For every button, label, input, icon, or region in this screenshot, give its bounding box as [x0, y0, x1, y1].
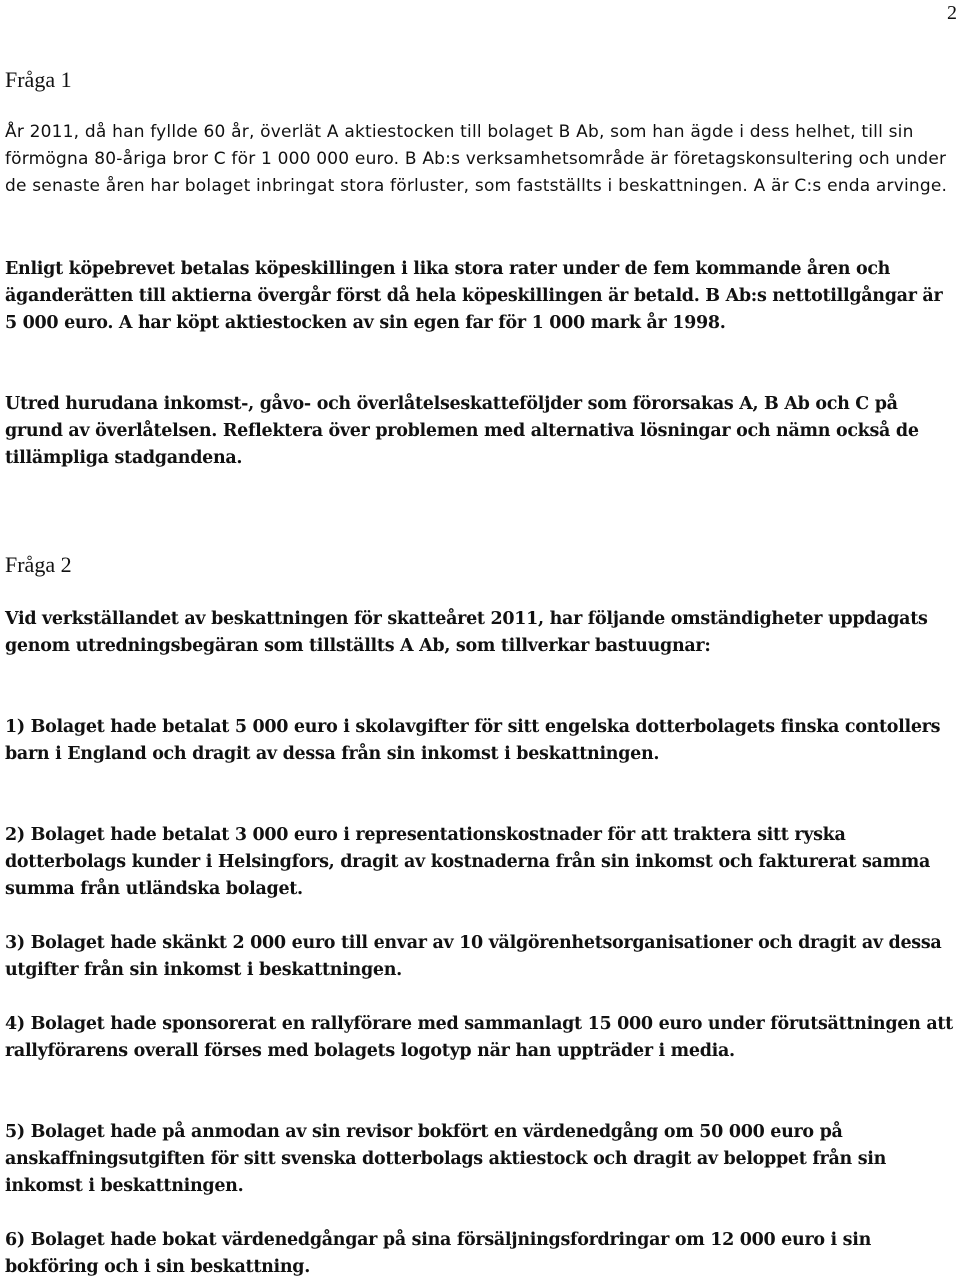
question-1-paragraph-2: Enligt köpebrevet betalas köpeskillingen i lika stora rater under de fem kommande åren och äganderätten till aktierna övergår först då hela köpeskillingen är betald. B Ab:s nettotillgångar är 5 000 euro. A har köpt aktiestocken av sin egen far för 1 000 mark år 1998. — [5, 259, 943, 334]
question-2-item-6: 6) Bolaget hade bokat värdenedgångar på sina försäljningsfordringar om 12 000 euro i sin bokföring och i sin beskattning. — [5, 1230, 871, 1278]
question-2-item-5: 5) Bolaget hade på anmodan av sin revisor bokfört en värdenedgång om 50 000 euro på anskaffningsutgiften för sitt svenska dotterbolags aktiestock och dragit av beloppet från sin inkomst i beskattningen. — [5, 1122, 887, 1197]
question-1-heading: Fråga 1 — [5, 67, 72, 92]
question-2-item-1: 1) Bolaget hade betalat 5 000 euro i skolavgifter för sitt engelska dotterbolagets finska contollers barn i England och dragit av dessa från sin inkomst i beskattningen. — [5, 717, 941, 765]
question-2-item-4: 4) Bolaget hade sponsorerat en rallyförare med sammanlagt 15 000 euro under förutsättningen att rallyförarens overall förses med bolagets logotyp när han uppträder i media. — [5, 1014, 953, 1062]
page-number: 2 — [947, 2, 957, 24]
question-2-intro: Vid verkställandet av beskattningen för skatteåret 2011, har följande omständigheter uppdagats genom utredningsbegäran som tillställts A Ab, som tillverkar bastuugnar: — [5, 609, 928, 657]
question-1-paragraph-3: Utred hurudana inkomst-, gåvo- och överlåtelseskatteföljder som förorsakas A, B Ab och C på grund av överlåtelsen. Reflektera över problemen med alternativa lösningar och nämn också de tillämpliga stadgandena. — [5, 394, 919, 469]
question-2-item-2: 2) Bolaget hade betalat 3 000 euro i representationskostnader för att traktera sitt ryska dotterbolags kunder i Helsingfors, dragit av kostnaderna från sin inkomst och fakturerat samma summa från utländska bolaget. — [5, 825, 931, 900]
question-2-item-3: 3) Bolaget hade skänkt 2 000 euro till envar av 10 välgörenhetsorganisationer och dragit av dessa utgifter från sin inkomst i beskattningen. — [5, 933, 942, 981]
question-2-heading: Fråga 2 — [5, 552, 72, 577]
question-1-paragraph-1: År 2011, då han fyllde 60 år, överlät A aktiestocken till bolaget B Ab, som han ägde i dess helhet, till sin förmögna 80-åriga bror C för 1 000 000 euro. B Ab:s verksamhetsområde är företagskonsultering och under de senaste åren har bolaget inbringat stora förluster, som fastställts i beskattningen. A är C:s enda arvinge. — [5, 122, 948, 197]
